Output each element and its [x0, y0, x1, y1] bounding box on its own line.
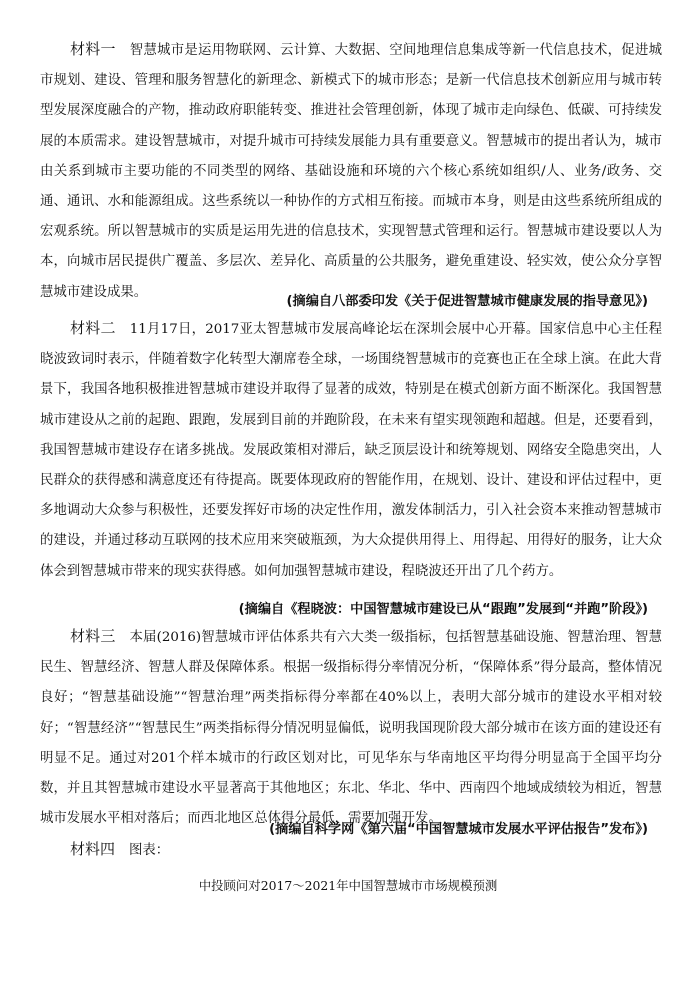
material-1-paragraph [40, 34, 662, 308]
material-4-line [70, 838, 169, 859]
material-1-label: 材料一 [70, 40, 116, 58]
material-4-label: 材料四 [70, 840, 116, 858]
material-2-label: 材料二 [70, 319, 116, 337]
material-1-text: 智慧城市是运用物联网、云计算、大数据、空间地理信息集成等新一代信息技术，促进城市规划、建设、管理和服务智慧化的新理念、新模式下的城市形态；是新一代信息技术创新应用与城市转型发展深度融合的产物，推动政府职能转变、推进社会管理创新，体现了城市走向绿色、低碳、可持续发展的本质需求。建设智慧城市，对提升城市可持续发展能力具有重要意义。智慧城市的提出者认为，城市由关系到城市主要功能的不同类型的网络、基础设施和环境的六个核心系统如组织/人、业务/政务、交通、通讯、水和能源组成。这些系统以一种协作的方式相互衔接。而城市本身，则是由这些系统所组成的宏观系统。所以智慧城市的实质是运用先进的信息技术，实现智慧式管理和运行。智慧城市建设要以人为本，向城市居民提供广覆盖、多层次、差异化、高质量的公共服务，避免重建设、轻实效，使公众分享智慧城市建设成果。 [40, 43, 662, 300]
material-4-text: 图表： [129, 843, 170, 858]
material-2-source: (摘编自《程晓波：中国智慧城市建设已从“跟跑”发展到“并跑”阶段》) [238, 602, 648, 617]
material-1-source: (摘编自八部委印发《关于促进智慧城市健康发展的指导意见》) [286, 294, 648, 309]
material-2-text: 11月17日，2017亚太智慧城市发展高峰论坛在深圳会展中心开幕。国家信息中心主任程晓波致词时表示，伴随着数字化转型大潮席卷全球，一场围绕智慧城市的竞赛也正在全球上演。在此大背景下，我国各地积极推进智慧城市建设并取得了显著的成效，特别是在模式创新方面不断深化。我国智慧城市建设从之前的起跑、跟跑，发展到目前的并跑阶段，在未来有望实现领跑和超越。但是，还要看到，我国智慧城市建设存在诸多挑战。发展政策相对滞后，缺乏顶层设计和统筹规划、网络安全隐患突出，人民群众的获得感和满意度还有待提高。既要体现政府的智能作用，在规划、设计、建设和评估过程中，更多地调动大众参与积极性，还要发挥好市场的决定性作用，激发体制活力，引入社会资本来推动智慧城市的建设，并通过移动互联网的技术应用来突破瓶颈，为大众提供用得上、用得起、用得好的服务，让大众体会到智慧城市带来的现实获得感。如何加强智慧城市建设，程晓波还开出了几个药方。 [40, 322, 662, 579]
material-3-source: (摘编自科学网《第六届“中国智慧城市发展水平评估报告”发布》) [269, 822, 648, 837]
material-3-label: 材料三 [70, 627, 116, 645]
chart-caption: 中投顾问对2017～2021年中国智慧城市市场规模预测 [198, 878, 498, 893]
material-3-text: 本届(2016)智慧城市评估体系共有六大类一级指标，包括智慧基础设施、智慧治理、智慧民生、智慧经济、智慧人群及保障体系。根据一级指标得分率情况分析，“保障体系”得分最高，整体情况良好；“智慧基础设施”“智慧治理”两类指标得分率都在40%以上，表明大部分城市的建设水平相对较好；“智慧经济”“智慧民生”两类指标得分情况明显偏低，说明我国现阶段大部分城市在该方面的建设还有明显不足。通过对201个样本城市的行政区划对比，可见华东与华南地区平均得分明显高于全国平均分数，并且其智慧城市建设水平显著高于其他地区；东北、华北、华中、西南四个地域成绩较为相近，智慧城市发展水平相对落后；而西北地区总体得分最低，需要加强开发。 [40, 630, 662, 827]
material-3-paragraph [40, 621, 662, 834]
material-2-paragraph [40, 313, 662, 587]
